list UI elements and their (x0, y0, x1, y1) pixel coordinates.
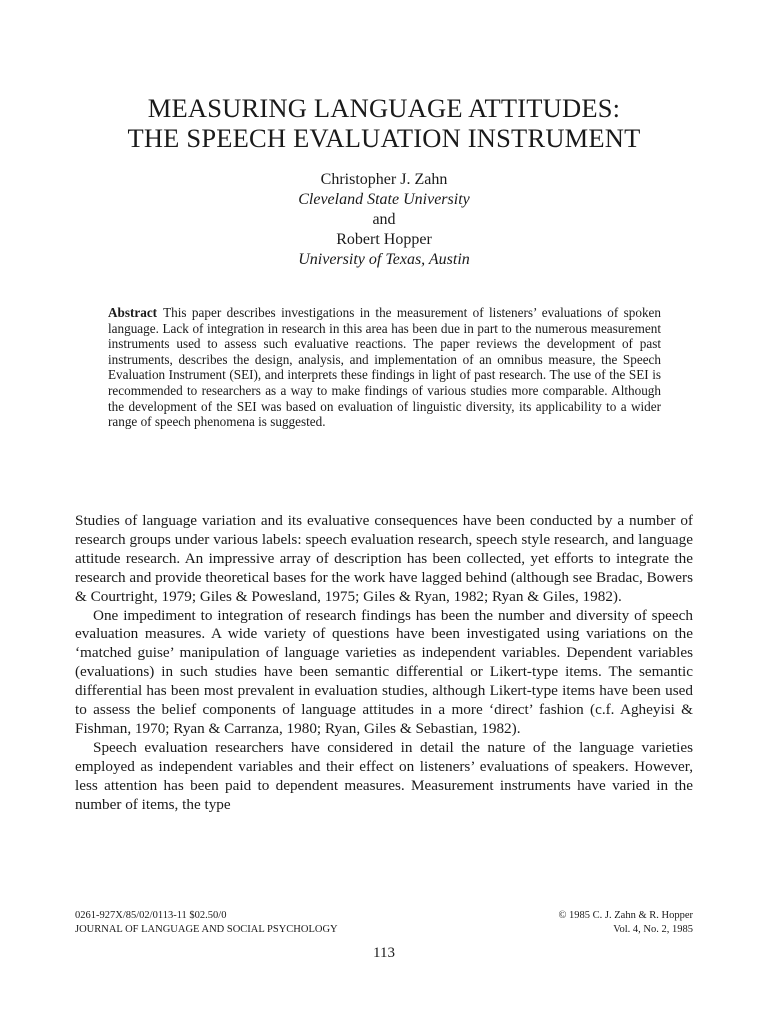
abstract-label: Abstract (108, 305, 158, 320)
page-number: 113 (373, 945, 395, 961)
title-line-2: THE SPEECH EVALUATION INSTRUMENT (127, 123, 641, 153)
author-1-name: Christopher J. Zahn (320, 171, 448, 188)
footer-code: 0261-927X/85/02/0113-11 $02.50/0 (75, 910, 227, 921)
paper-title (0, 93, 768, 153)
author-conjunction: and (372, 211, 396, 228)
body-text (75, 512, 693, 815)
author-2-name: Robert Hopper (336, 231, 432, 248)
abstract (108, 305, 661, 430)
footer-copyright: © 1985 C. J. Zahn & R. Hopper (558, 910, 693, 921)
footer-right (558, 909, 693, 937)
author-2-affiliation: University of Texas, Austin (298, 251, 470, 268)
abstract-text: This paper describes investigations in the measurement of listeners’ evaluations of spoken language. Lack of integration in research in this area has been due in part to the numerous measurement instruments used to assess such evaluative reactions. The paper reviews the development of past instruments, describes the design, analysis, and implementation of an omnibus measure, the Speech Evaluation Instrument (SEI), and interprets these findings in light of past research. The use of the SEI is recommended to researchers as a way to make findings of various studies more comparable. Although the development of the SEI was based on evaluation of linguistic diversity, its applicability to a wider range of speech phenomena is suggested. (108, 305, 661, 430)
body-paragraph-3: Speech evaluation researchers have considered in detail the nature of the language varieties employed as independent variables and their effect on listeners’ evaluations of speakers. However, less attention has been paid to dependent measures. Measurement instruments have varied in the number of items, the type (75, 738, 693, 813)
author-1-affiliation: Cleveland State University (298, 191, 470, 208)
footer-journal: JOURNAL OF LANGUAGE AND SOCIAL PSYCHOLOGY (75, 924, 338, 935)
footer-volume: Vol. 4, No. 2, 1985 (613, 924, 693, 935)
body-paragraph-2: One impediment to integration of research findings has been the number and diversity of speech evaluation measures. A wide variety of questions have been investigated using variations on the ‘matched guise’ manipulation of language varieties as independent variables. Dependent variables (evaluations) in such studies have been semantic differential or Likert-type items. The semantic differential has been most prevalent in evaluation studies, although Likert-type items have been used to assess the belief components of language attitudes in a more ‘direct’ fashion (c.f. Agheyisi & Fishman, 1970; Ryan & Carranza, 1980; Ryan, Giles & Sebastian, 1982). (75, 606, 693, 737)
body-paragraph-1: Studies of language variation and its evaluative consequences have been conducted by a number of research groups under various labels: speech evaluation research, speech style research, and language attitude research. An impressive array of description has been collected, yet efforts to integrate the research and provide theoretical bases for the work have lagged behind (although see Bradac, Bowers & Courtright, 1979; Giles & Powesland, 1975; Giles & Ryan, 1982; Ryan & Giles, 1982). (75, 512, 693, 605)
title-line-1: MEASURING LANGUAGE ATTITUDES: (147, 93, 621, 123)
author-block (0, 170, 768, 270)
footer-left (75, 909, 338, 937)
